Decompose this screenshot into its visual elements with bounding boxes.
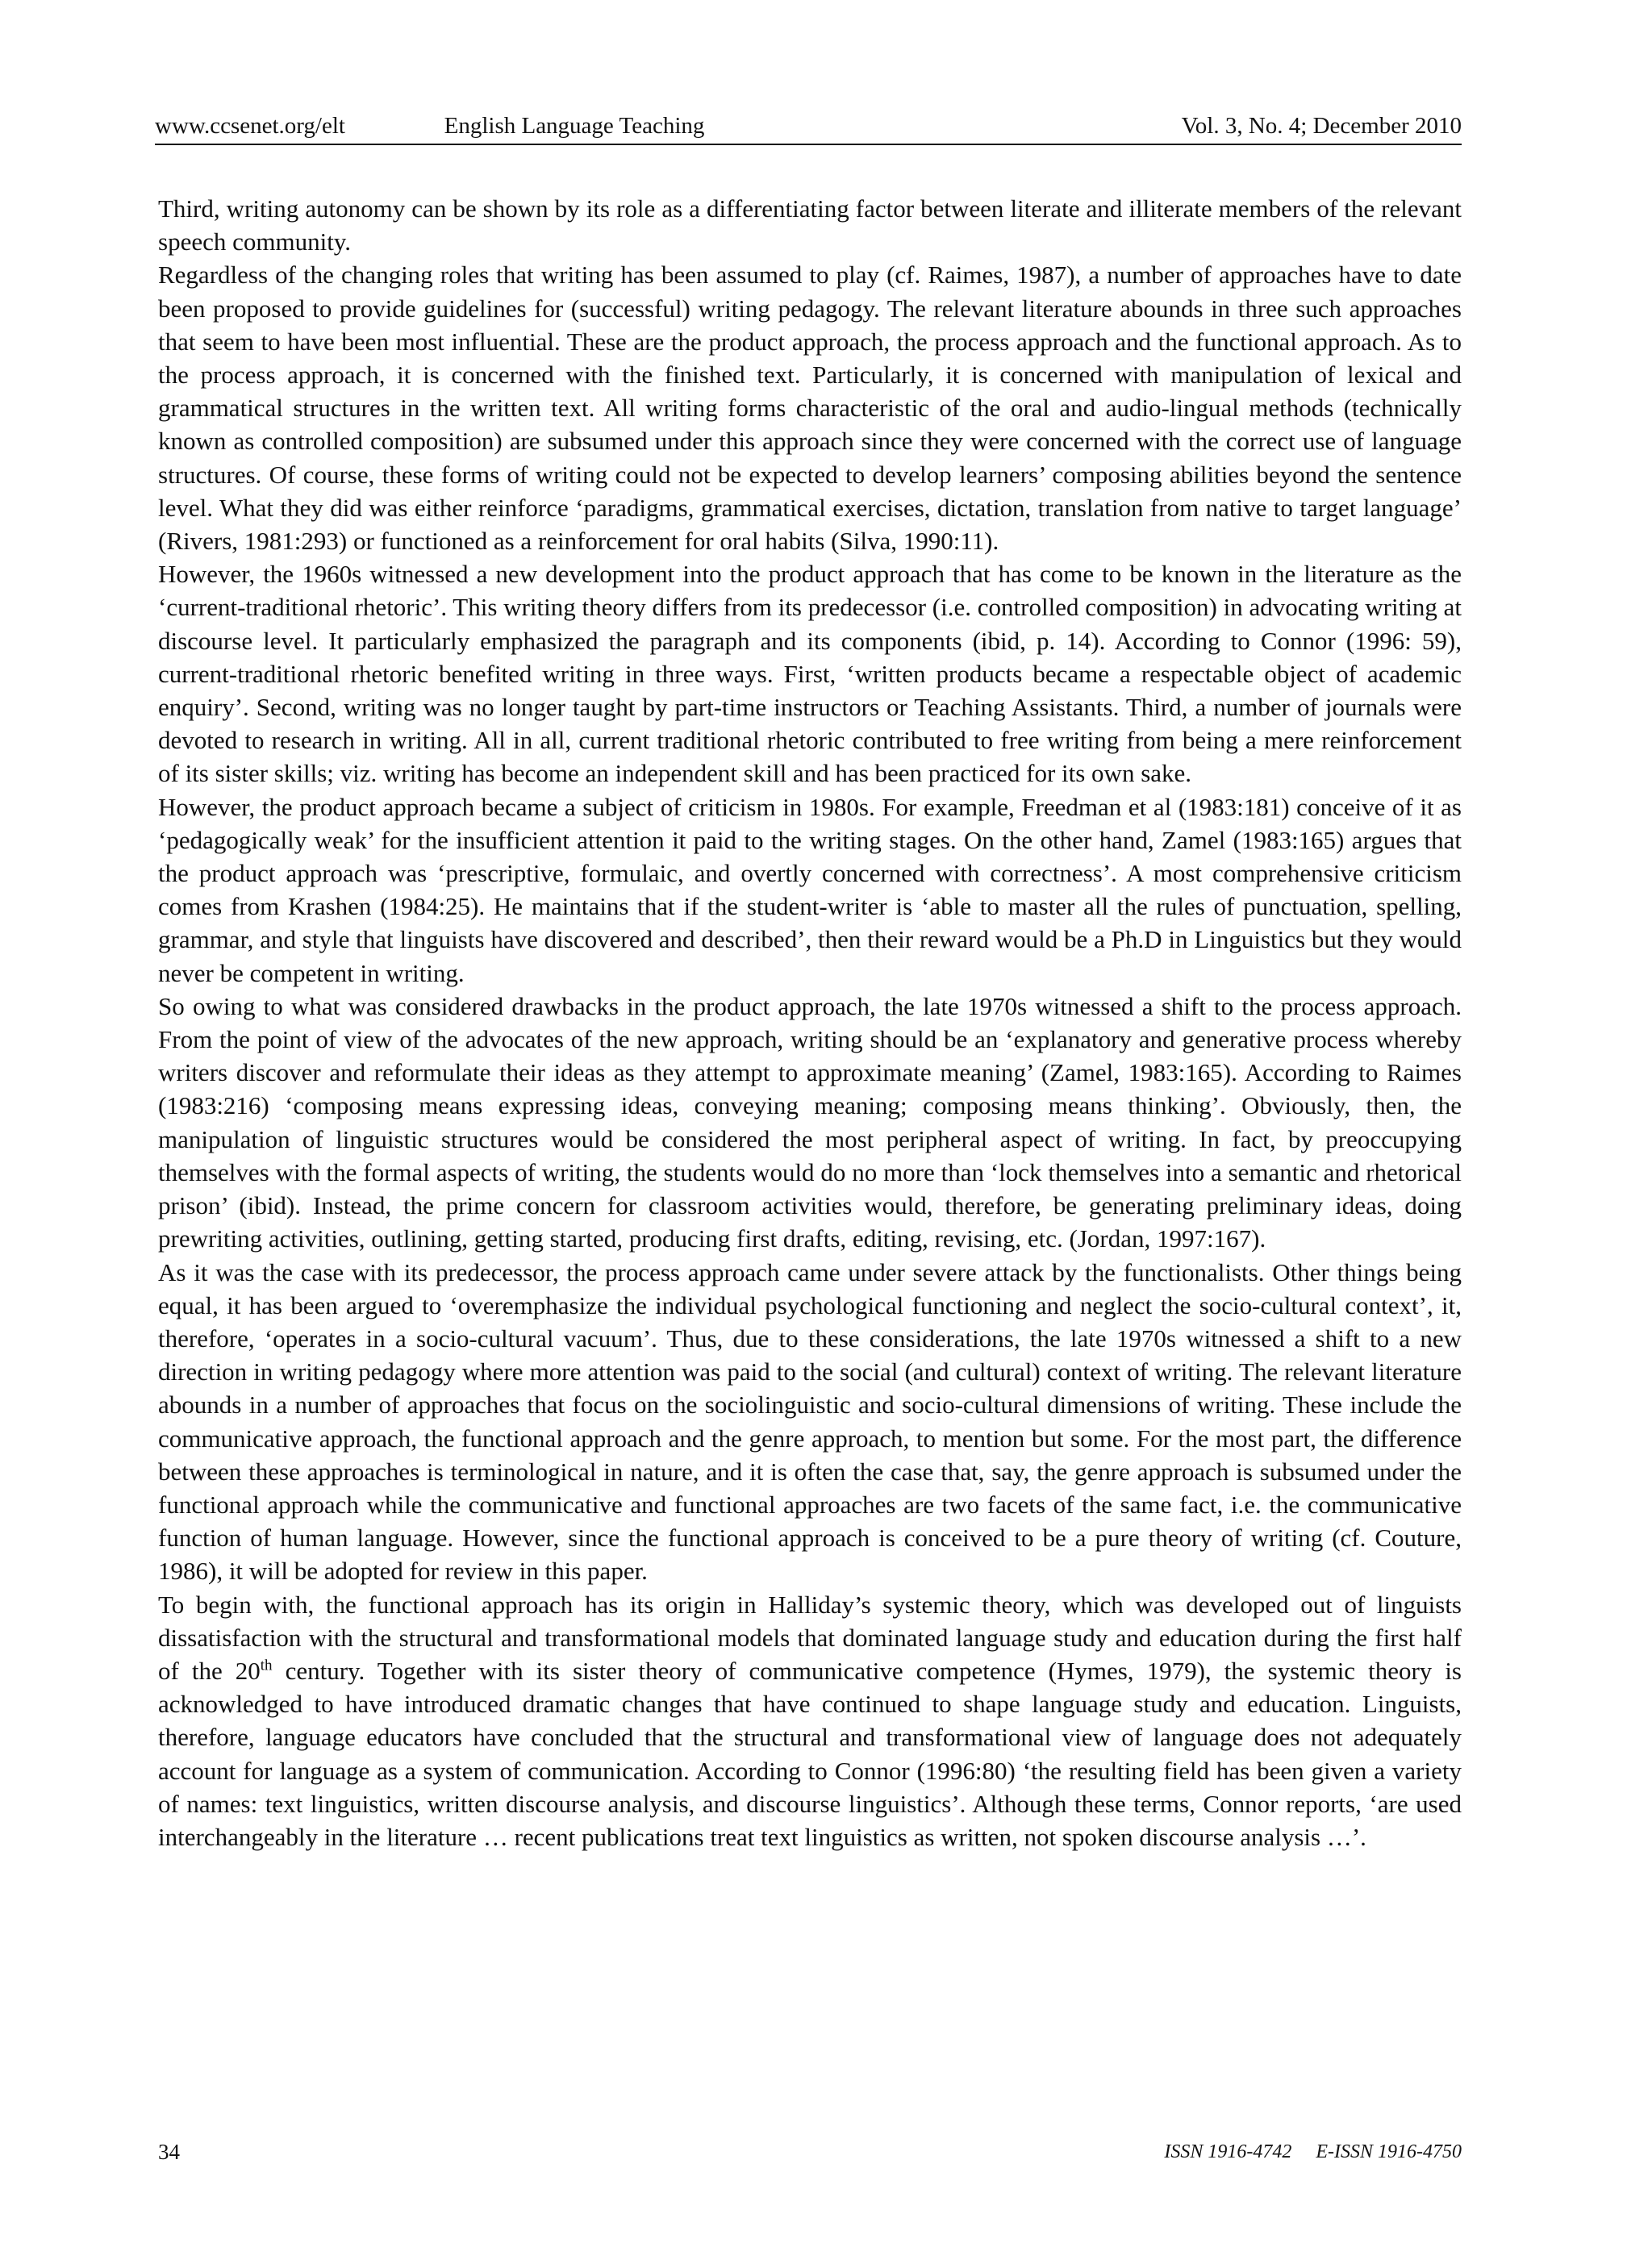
issn-info: ISSN 1916-4742 E-ISSN 1916-4750 — [1164, 2141, 1462, 2162]
journal-title: English Language Teaching — [444, 113, 705, 139]
paragraph: So owing to what was considered drawbacks in the product approach, the late 1970s witnessed a shift to the process approach. From the point of view of the advocates of the new approach, writing should be an ‘explanatory and generative process whereby writers discover and reformulate their ideas as they attempt to approximate meaning’ (Zamel, 1983:165). According to Raimes (1983:216) ‘composing means expressing ideas, conveying meaning; composing means thinking’. Obviously, then, the manipulation of linguistic structures would be considered the most peripheral aspect of writing. In fact, by preoccupying themselves with the formal aspects of writing, the students would do no more than ‘lock themselves into a semantic and rhetorical prison’ (ibid). Instead, the prime concern for classroom activities would, therefore, be generating preliminary ideas, doing prewriting activities, outlining, getting started, producing first drafts, editing, revising, etc. (Jordan, 1997:167). — [158, 991, 1462, 1253]
paragraph: Third, writing autonomy can be shown by its role as a differentiating factor between literate and illiterate members of the relevant speech community. — [158, 194, 1462, 256]
paragraph: However, the 1960s witnessed a new development into the product approach that has come to be known in the literature as the ‘current-traditional rhetoric’. This writing theory differs from its predecessor (i.e. controlled composition) in advocating writing at discourse level. It particularly emphasized the paragraph and its components (ibid, p. 14). According to Connor (1996: 59), current-traditional rhetoric benefited writing in three ways. First, ‘written products became a respectable object of academic enquiry’. Second, writing was no longer taught by part-time instructors or Teaching Assistants. Third, a number of journals were devoted to research in writing. All in all, current traditional rhetoric contributed to free writing from being a mere reinforcement of its sister skills; viz. writing has become an independent skill and has been practiced for its own sake. — [158, 560, 1462, 788]
journal-url: www.ccsenet.org/elt — [155, 113, 345, 139]
paragraph: As it was the case with its predecessor, the process approach came under severe attack by the functionalists. Other things being equal, it has been argued to ‘overemphasize the individual psychological functioning and neglect the socio-cultural context’, it, therefore, ‘operates in a socio-cultural vacuum’. Thus, due to these considerations, the late 1970s witnessed a shift to a new direction in writing pedagogy where more attention was paid to the social (and cultural) context of writing. The relevant literature abounds in a number of approaches that focus on the sociolinguistic and socio-cultural dimensions of writing. These include the communicative approach, the functional approach and the genre approach, to mention but some. For the most part, the difference between these approaches is terminological in nature, and it is often the case that, say, the genre approach is subsumed under the functional approach while the communicative and functional approaches are two facets of the same fact, i.e. the communicative function of human language. However, since the functional approach is conceived to be a pure theory of writing (cf. Couture, 1986), it will be adopted for review in this paper. — [158, 1257, 1462, 1586]
page-number: 34 — [158, 2140, 180, 2164]
paragraph-text: To begin with, the functional approach has its origin in Halliday’s systemic theory, which was developed out of linguists dissatisfaction with the structural and transformational models that dominated language study and education during the first half of the 20 — [158, 1590, 1462, 1685]
paragraph: However, the product approach became a subject of criticism in 1980s. For example, Freedman et al (1983:181) conceive of it as ‘pedagogically weak’ for the insufficient attention it paid to the writing stages. On the other hand, Zamel (1983:165) argues that the product approach was ‘prescriptive, formulaic, and overtly concerned with correctness’. A most comprehensive criticism comes from Krashen (1984:25). He maintains that if the student-writer is ‘able to master all the rules of punctuation, spelling, grammar, and style that linguists have discovered and described’, then their reward would be a Ph.D in Linguistics but they would never be competent in writing. — [158, 792, 1462, 987]
running-footer — [158, 2136, 1462, 2168]
paragraph — [158, 1588, 1462, 1854]
running-header — [155, 108, 1462, 145]
issue-info: Vol. 3, No. 4; December 2010 — [1181, 113, 1462, 139]
paragraph: Regardless of the changing roles that writing has been assumed to play (cf. Raimes, 1987), a number of approaches have to date been proposed to provide guidelines for (successful) writing pedagogy. The relevant literature abounds in three such approaches that seem to have been most influential. These are the product approach, the process approach and the functional approach. As to the process approach, it is concerned with the finished text. Particularly, it is concerned with manipulation of lexical and grammatical structures in the written text. All writing forms characteristic of the oral and audio-lingual methods (technically known as controlled composition) are subsumed under this approach since they were concerned with the correct use of language structures. Of course, these forms of writing could not be expected to develop learners’ composing abilities beyond the sentence level. What they did was either reinforce ‘paradigms, grammatical exercises, dictation, translation from native to target language’ (Rivers, 1981:293) or functioned as a reinforcement for oral habits (Silva, 1990:11). — [158, 261, 1462, 556]
paragraph-text: century. Together with its sister theory of communicative competence (Hymes, 1979), the systemic theory is acknowledged to have introduced dramatic changes that have continued to shape language study and education. Linguists, therefore, language educators have concluded that the structural and transformational view of language does not adequately account for language as a system of communication. According to Connor (1996:80) ‘the resulting field has been given a variety of names: text linguistics, written discourse analysis, and discourse linguistics’. Although these terms, Connor reports, ‘are used interchangeably in the literature … recent publications treat text linguistics as written, not spoken discourse analysis …’. — [158, 1656, 1462, 1851]
ordinal-superscript: th — [260, 1657, 273, 1674]
article-body — [158, 192, 1462, 1853]
